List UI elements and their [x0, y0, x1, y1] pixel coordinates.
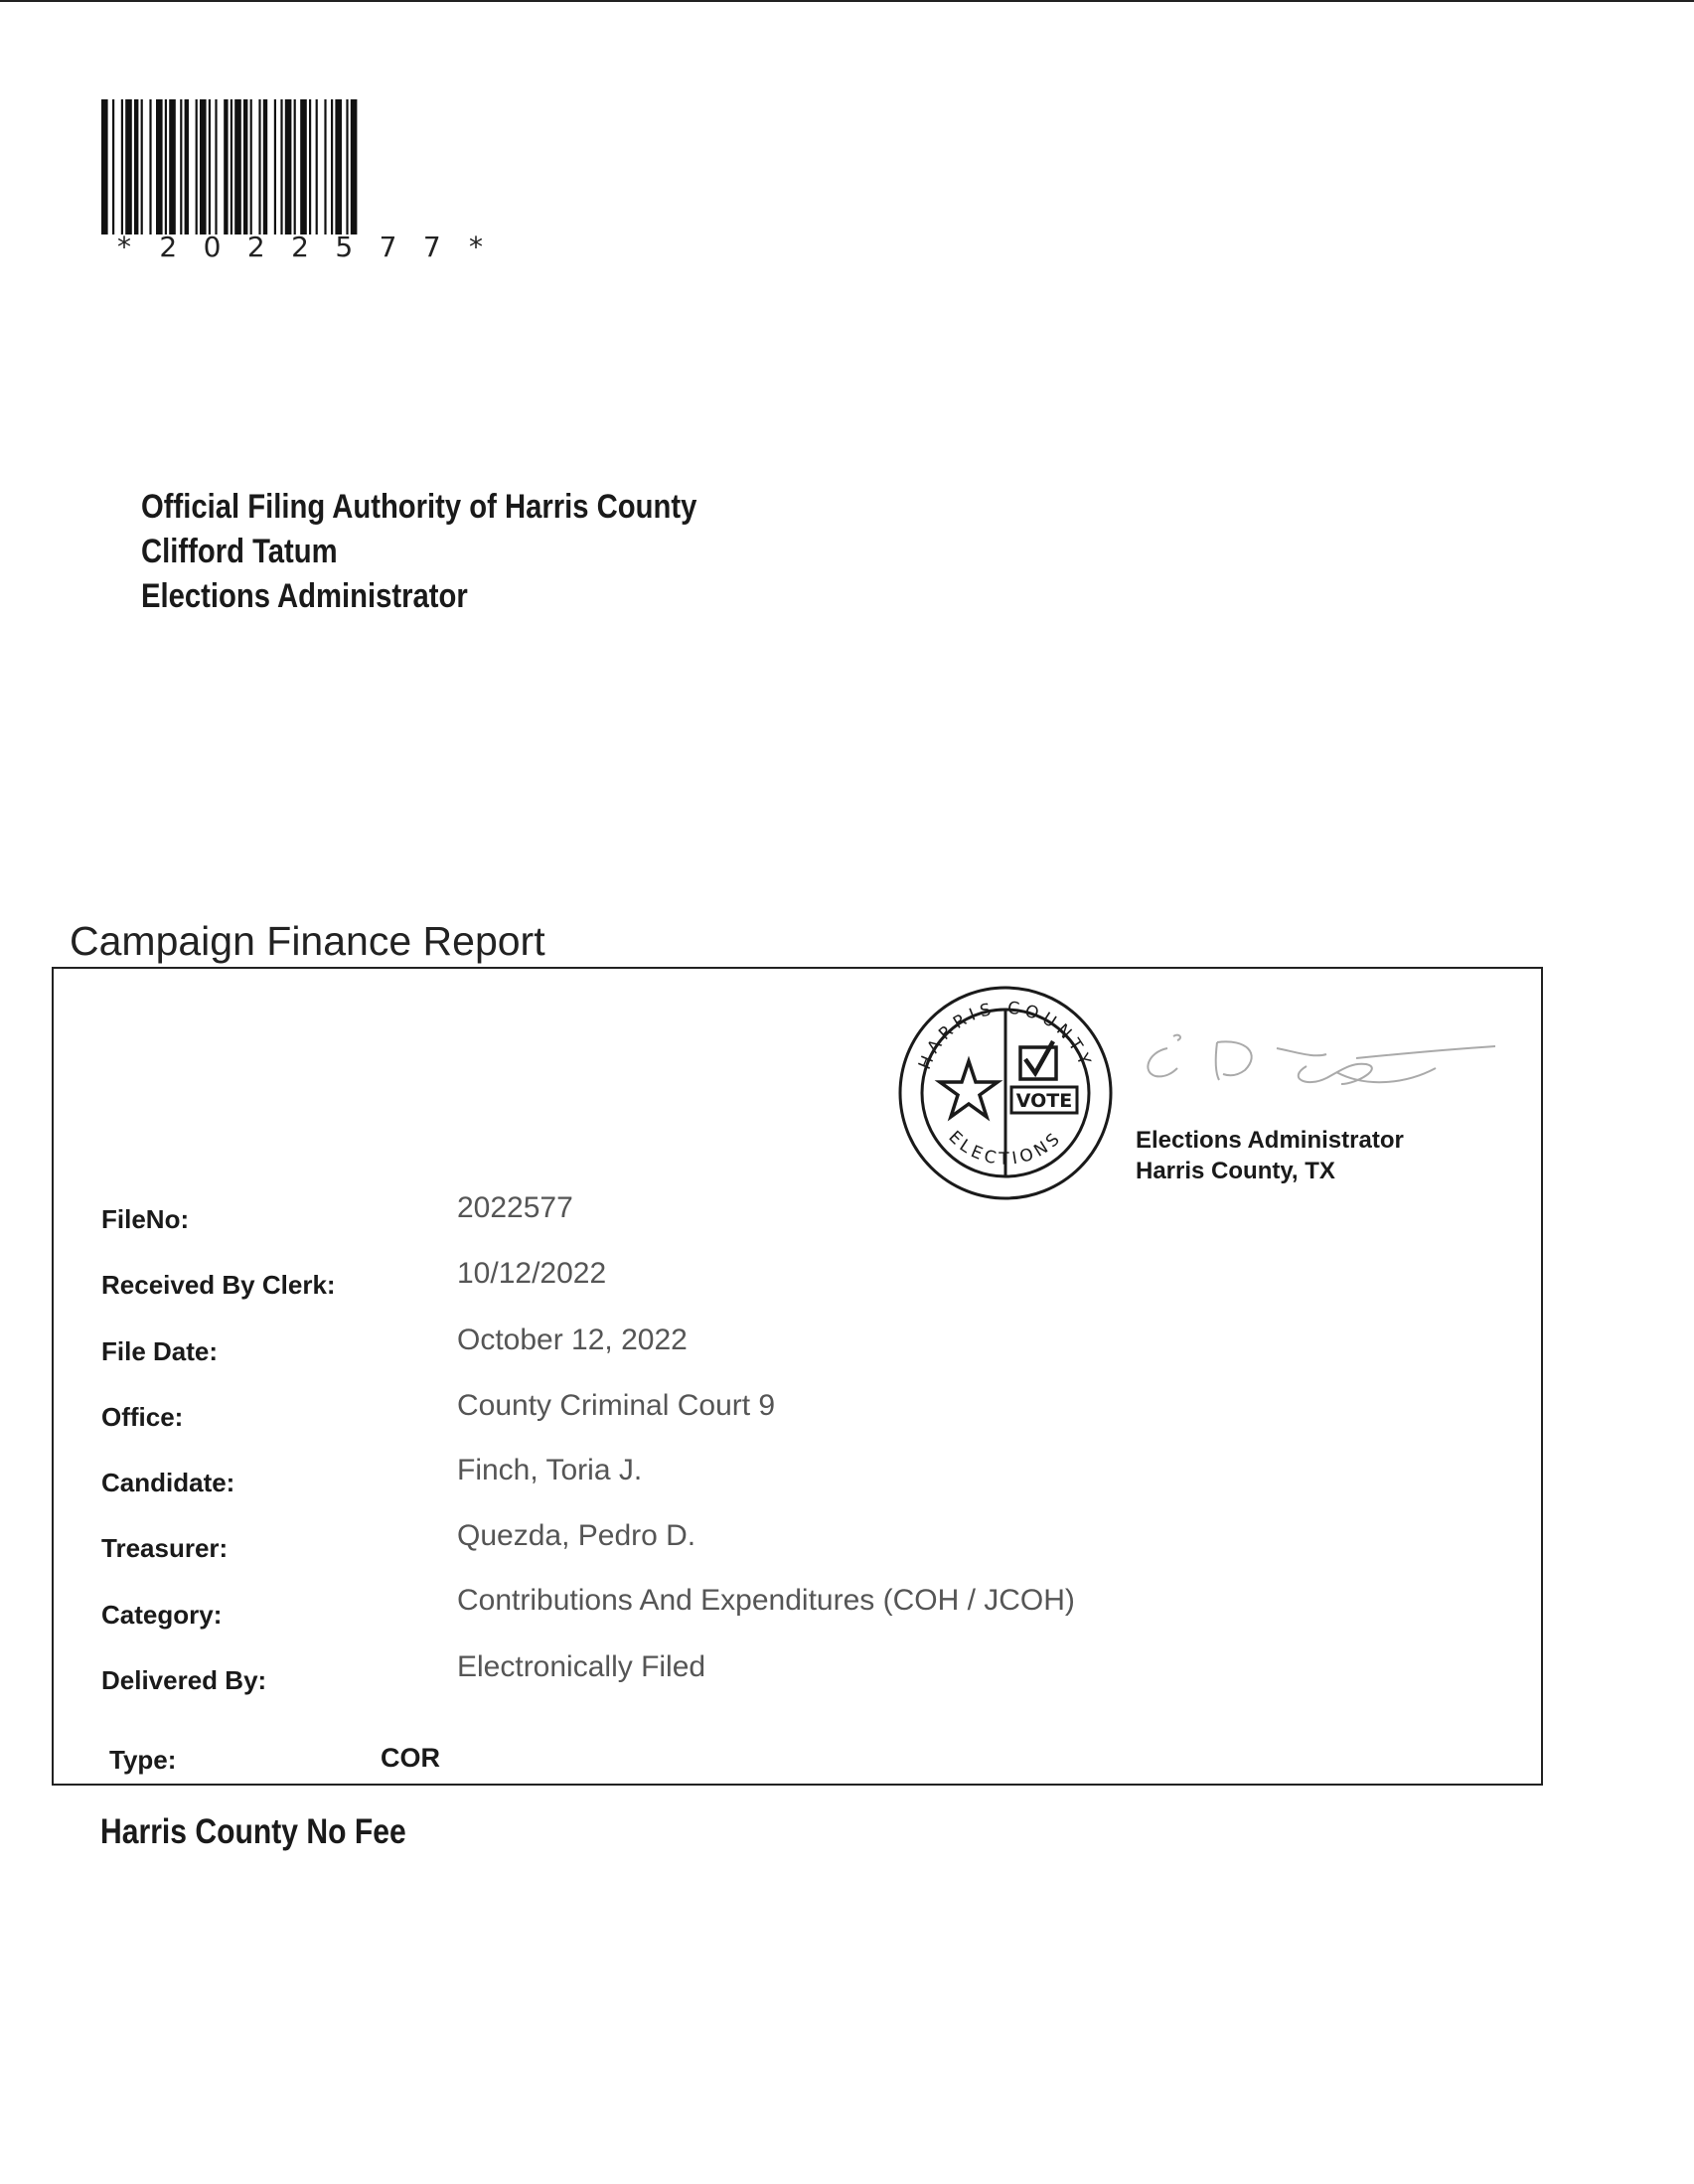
field-value-treasurer: Quezda, Pedro D. — [457, 1519, 696, 1552]
field-label-delivered-by: Delivered By: — [101, 1665, 267, 1695]
field-label-office: Office: — [101, 1402, 184, 1432]
field-value-file-date: October 12, 2022 — [457, 1324, 688, 1356]
fee-note: Harris County No Fee — [100, 1812, 406, 1851]
barcode-bar — [263, 99, 267, 234]
administrator-signature — [1138, 1028, 1515, 1108]
seal-bottom-text: ELECTIONS — [944, 1127, 1067, 1170]
barcode-bar — [285, 99, 292, 234]
field-label-category: Category: — [101, 1600, 223, 1630]
report-title: Campaign Finance Report — [70, 918, 545, 964]
field-label-treasurer: Treasurer: — [101, 1533, 229, 1563]
barcode-bar — [224, 99, 228, 234]
barcode-bar — [134, 99, 138, 234]
barcode-char: * — [469, 231, 483, 263]
field-value-office: County Criminal Court 9 — [457, 1389, 776, 1422]
barcode-bar — [149, 99, 151, 234]
admin-caption-county: Harris County, TX — [1136, 1158, 1335, 1184]
barcode-char: 2 — [291, 231, 309, 263]
type-value: COR — [381, 1743, 440, 1773]
barcode-image — [101, 99, 485, 238]
barcode-bar — [156, 99, 163, 234]
barcode-bar — [346, 99, 348, 234]
field-label-received: Received By Clerk: — [101, 1270, 336, 1300]
barcode-bar — [180, 99, 182, 234]
barcode-bar — [250, 99, 252, 234]
barcode-char: 0 — [203, 231, 222, 263]
barcode-bar — [169, 99, 176, 234]
authority-line-3: Elections Administrator — [141, 577, 468, 615]
top-edge-line — [0, 0, 1694, 2]
barcode-bar — [300, 99, 307, 234]
barcode-char: * — [117, 231, 131, 263]
barcode-bar — [316, 99, 318, 234]
field-value-received: 10/12/2022 — [457, 1257, 607, 1290]
barcode-bar — [309, 99, 311, 234]
barcode-char: 7 — [422, 231, 441, 263]
star-icon — [940, 1061, 998, 1117]
field-value-fileno: 2022577 — [457, 1191, 573, 1224]
barcode-bar — [324, 99, 326, 234]
barcode-bar — [165, 99, 167, 234]
admin-caption-title: Elections Administrator — [1136, 1127, 1404, 1154]
authority-line-1: Official Filing Authority of Harris County — [141, 488, 697, 526]
seal-top-text: HARRIS COUNTY — [914, 998, 1097, 1073]
authority-line-2: Clifford Tatum — [141, 533, 338, 570]
field-label-file-date: File Date: — [101, 1336, 219, 1366]
barcode-bar — [274, 99, 276, 234]
barcode-bar — [196, 99, 198, 234]
barcode-bar — [258, 99, 260, 234]
barcode-number — [111, 231, 489, 263]
filing-authority-block — [141, 485, 787, 619]
barcode-bar — [200, 99, 207, 234]
barcode-bar — [215, 99, 217, 234]
barcode-char: 7 — [379, 231, 397, 263]
barcode-bar — [231, 99, 232, 234]
barcode-bar — [280, 99, 282, 234]
type-label: Type: — [109, 1745, 177, 1775]
barcode-bar — [294, 99, 296, 234]
barcode-bar — [185, 99, 189, 234]
barcode-bar — [351, 99, 358, 234]
barcode-bar — [209, 99, 211, 234]
field-value-category: Contributions And Expenditures (COH / JCOH) — [457, 1584, 1075, 1617]
barcode-bar — [335, 99, 342, 234]
barcode-bar — [101, 99, 108, 234]
barcode-bar — [234, 99, 241, 234]
field-label-candidate: Candidate: — [101, 1468, 235, 1497]
administrator-caption — [1136, 1125, 1404, 1186]
barcode-char: 5 — [335, 231, 354, 263]
county-elections-seal — [896, 984, 1115, 1202]
barcode-char: 2 — [246, 231, 265, 263]
barcode-bar — [125, 99, 132, 234]
barcode-bar — [112, 99, 114, 234]
field-value-delivered-by: Electronically Filed — [457, 1650, 706, 1683]
barcode-char: 2 — [159, 231, 178, 263]
field-value-candidate: Finch, Toria J. — [457, 1454, 643, 1486]
barcode-bar — [331, 99, 333, 234]
field-label-fileno: FileNo: — [101, 1204, 190, 1234]
seal-vote-text: VOTE — [1015, 1090, 1073, 1112]
barcode-bar — [243, 99, 247, 234]
barcode-bar — [141, 99, 143, 234]
barcode-bar — [121, 99, 123, 234]
